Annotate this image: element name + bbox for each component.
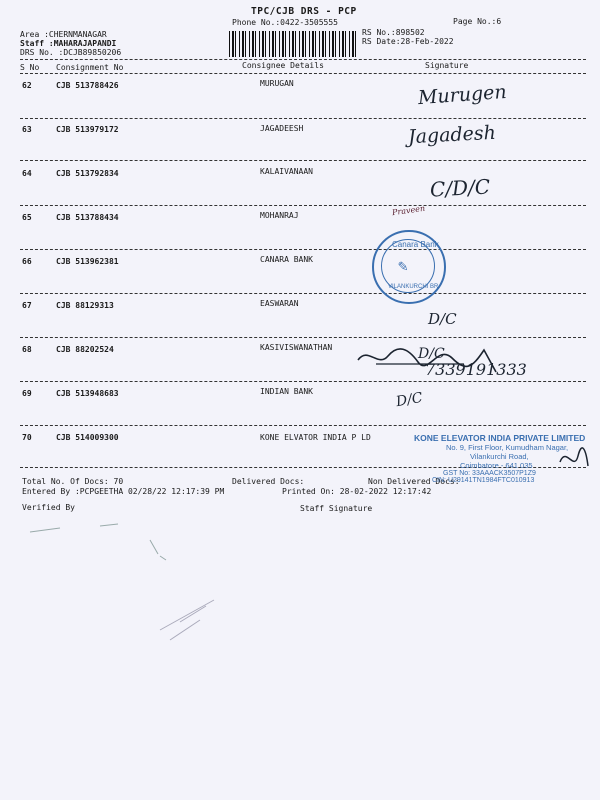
row-sno: 68 <box>22 345 32 354</box>
barcode <box>229 31 357 57</box>
stamp-company: KONE ELEVATOR INDIA PRIVATE LIMITED <box>414 433 586 443</box>
row-details: EASWARAN <box>260 299 299 308</box>
row-consignment: CJB 513792834 <box>56 169 119 178</box>
row-consignment: CJB 513788434 <box>56 213 119 222</box>
row-sno: 63 <box>22 125 32 134</box>
area-label: Area :CHERNMANAGAR <box>20 30 107 39</box>
stamp-cin: CIN: U29141TN1984FTC010913 <box>432 477 535 484</box>
row-consignment: CJB 88202524 <box>56 345 114 354</box>
row-consignment: CJB 513788426 <box>56 81 119 90</box>
col-signature: Signature <box>425 61 469 70</box>
row-divider <box>20 425 586 426</box>
entered-by: Entered By :PCPGEETHA 02/28/22 12:17:39 PM <box>22 487 225 496</box>
note-68: D/C <box>418 346 445 362</box>
scan-noise <box>0 510 600 800</box>
col-sno: S No <box>20 63 40 72</box>
total-docs: Total No. Of Docs: 70 <box>22 477 124 486</box>
non-delivered-docs: Non Delivered Docs: <box>368 477 460 486</box>
row-divider <box>20 205 586 206</box>
row-divider <box>20 249 586 250</box>
row-sno: 66 <box>22 257 32 266</box>
delivered-docs: Delivered Docs: <box>232 477 305 486</box>
row-details: KALAIVANAAN <box>260 167 313 176</box>
row-consignment: CJB 513962381 <box>56 257 119 266</box>
row-details: JAGADEESH <box>260 124 304 133</box>
verified-by: Verified By <box>22 503 75 512</box>
row-divider <box>20 381 586 382</box>
col-consignment: Consignment No <box>56 63 124 72</box>
signature-mark-icon: ✎ <box>398 256 408 275</box>
staff-label: Staff :MAHARAJAPANDI <box>20 39 117 48</box>
stamp-address-3: Coimbatore - 641 035 <box>460 461 533 470</box>
signature-63: Jagadesh <box>407 121 497 149</box>
stamp-address-2: Vilankurchi Road, <box>470 452 529 461</box>
col-details: Consignee Details <box>242 61 324 70</box>
divider <box>20 59 586 60</box>
row-consignment: CJB 88129313 <box>56 301 114 310</box>
row-sno: 69 <box>22 389 32 398</box>
signature-62: Murugen <box>417 80 508 110</box>
row-details: CANARA BANK <box>260 255 313 264</box>
stamp-initials-scrawl <box>556 442 592 476</box>
stamp-gst: GST No: 33AAACK3507P1Z9 <box>443 470 536 477</box>
bank-stamp-name: Canara Bank <box>392 240 439 249</box>
signature-65: Praveen <box>391 203 426 218</box>
phone-68: 7339191333 <box>425 360 527 379</box>
row-consignment: CJB 513979172 <box>56 125 119 134</box>
signature-67: D/C <box>428 310 457 328</box>
row-details: MURUGAN <box>260 79 294 88</box>
row-sno: 64 <box>22 169 32 178</box>
document-title: TPC/CJB DRS - PCP <box>251 6 357 17</box>
row-consignment: CJB 513948683 <box>56 389 119 398</box>
row-sno: 67 <box>22 301 32 310</box>
rs-number: RS No.:898502 <box>362 28 425 37</box>
drs-number: DRS No. :DCJB89850206 <box>20 48 122 57</box>
printed-on: Printed On: 28-02-2022 12:17:42 <box>282 487 432 496</box>
signature-69: D/C <box>394 389 424 411</box>
staff-signature: Staff Signature <box>300 504 373 513</box>
row-details: INDIAN BANK <box>260 387 313 396</box>
phone-number: Phone No.:0422-3505555 <box>232 18 338 27</box>
row-divider <box>20 118 586 119</box>
signature-64: C/D/C <box>429 174 491 202</box>
row-details: MOHANRAJ <box>260 211 299 220</box>
stamp-address-1: No. 9, First Floor, Kumudham Nagar, <box>446 443 569 452</box>
divider <box>20 73 586 74</box>
row-consignment: CJB 514009300 <box>56 433 119 442</box>
row-details: KASIVISWANATHAN <box>260 343 333 352</box>
row-sno: 62 <box>22 81 32 90</box>
row-sno: 65 <box>22 213 32 222</box>
row-divider <box>20 293 586 294</box>
row-details: KONE ELVATOR INDIA P LD <box>260 433 371 442</box>
signature-68-scrawl <box>356 338 506 378</box>
page-number: Page No.:6 <box>453 17 502 26</box>
bank-stamp-branch: VILANKURCHI BR <box>388 284 439 290</box>
row-sno: 70 <box>22 433 32 442</box>
row-divider <box>20 160 586 161</box>
bank-stamp <box>372 230 446 304</box>
rs-date: RS Date:28-Feb-2022 <box>362 37 454 46</box>
